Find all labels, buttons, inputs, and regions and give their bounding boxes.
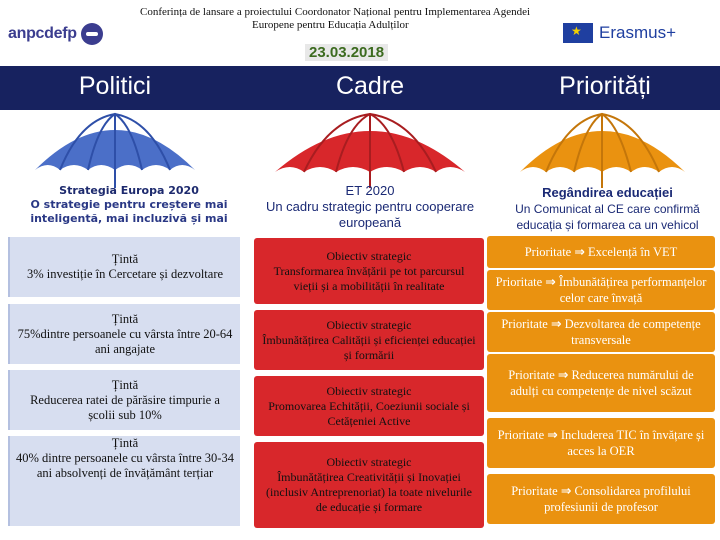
- objective-text: Îmbunătățirea Calității și eficienței educației și formării: [262, 332, 476, 362]
- priority-box: [487, 312, 715, 352]
- arrow-right-icon: ⇒: [545, 274, 556, 289]
- objective-label: Obiectiv strategic: [326, 317, 412, 332]
- conference-line: Conferința de lansare a proiectului Coordonator Național pentru Implementarea Agendei: [140, 6, 531, 18]
- priority-box: [487, 418, 715, 468]
- strategy-title: Strategia Europa 2020: [59, 184, 199, 197]
- strategy-subtitle: O strategie pentru creștere mai inteligentă, mai incluzivă și mai: [30, 198, 228, 225]
- et2020-title: ET 2020: [345, 183, 395, 198]
- anpcdefp-logo: [8, 18, 138, 50]
- arrow-right-icon: ⇒: [574, 244, 585, 259]
- et2020-heading: [250, 183, 490, 231]
- priority-text: Includerea TIC în învățare și acces la OER: [560, 428, 705, 458]
- objective-label: Obiectiv strategic: [326, 455, 412, 469]
- target-box: [8, 370, 240, 430]
- arrow-right-icon: ⇒: [550, 316, 562, 331]
- priority-text: Reducerea numărului de adulți cu competențe de nivel scăzut: [510, 368, 694, 398]
- priority-label: Prioritate: [508, 368, 555, 382]
- priority-label: Prioritate: [511, 484, 558, 498]
- target-text: 75%dintre persoanele cu vârsta între 20-64 ani angajate: [17, 326, 233, 356]
- umbrella-orange-icon: [515, 110, 690, 190]
- priority-box: [487, 474, 715, 524]
- priority-box: [487, 236, 715, 268]
- target-label: Țintă: [111, 436, 139, 450]
- column-title-bar: [0, 66, 720, 110]
- objective-box: [254, 310, 484, 370]
- priority-text: Consolidarea profilului profesiunii de profesor: [544, 484, 691, 514]
- et2020-subtitle: Un cadru strategic pentru cooperare europeană: [265, 199, 475, 230]
- objective-box: [254, 238, 484, 304]
- objective-box: [254, 376, 484, 436]
- objective-label: Obiectiv strategic: [326, 383, 412, 398]
- priority-label: Prioritate: [501, 317, 548, 331]
- title-cadre: Cadre: [335, 72, 405, 100]
- umbrella-red-icon: [270, 110, 470, 190]
- eu-flag-icon: [563, 23, 593, 43]
- arrow-circle-icon: [81, 23, 103, 45]
- target-box: [8, 304, 240, 364]
- arrow-right-icon: ⇒: [560, 483, 572, 498]
- priority-text: Excelență în VET: [587, 245, 678, 259]
- priority-box: [487, 270, 715, 310]
- objective-text: Promovarea Echității, Coeziunii sociale și Cetățeniei Active: [268, 398, 470, 428]
- priority-label: Prioritate: [524, 245, 572, 259]
- priority-box: [487, 354, 715, 412]
- priority-label: Prioritate: [495, 275, 543, 289]
- objective-text: Transformarea învățării pe tot parcursul vieții și a mobilității în realitate: [273, 263, 465, 293]
- target-label: Țintă: [111, 252, 139, 266]
- rethinking-heading: [495, 185, 720, 233]
- objective-box: [254, 442, 484, 528]
- erasmus-logo-text: Erasmus+: [599, 23, 676, 42]
- rethinking-subtitle: Un Comunicat al CE care confirmă educația și formarea ca un vehicol: [515, 202, 700, 232]
- title-prioritati: Priorități: [559, 72, 651, 100]
- priority-label: Prioritate: [497, 428, 545, 442]
- arrow-right-icon: ⇒: [547, 427, 558, 442]
- objective-text: Îmbunătățirea Creativității și Inovației (inclusiv Antreprenoriat) la toate nivelurile de educație și formare: [266, 470, 472, 514]
- title-politici: Politici: [78, 72, 152, 100]
- target-box: [8, 436, 240, 526]
- conference-date: 23.03.2018: [305, 44, 388, 61]
- arrow-right-icon: ⇒: [557, 367, 569, 382]
- target-text: 40% dintre persoanele cu vârsta între 30-34 ani absolvenți de învățământ terțiar: [16, 451, 234, 480]
- target-text: Reducerea ratei de părăsire timpurie a școlii sub 10%: [30, 392, 220, 422]
- target-text: 3% investiție în Cercetare și dezvoltare: [26, 267, 224, 281]
- anpcdefp-logo-text: anpcdefp: [8, 25, 77, 42]
- erasmus-logo: [563, 22, 715, 44]
- header: [0, 0, 720, 66]
- conference-line: Europene pentru Educația Adulților: [252, 19, 409, 31]
- target-box: [8, 237, 240, 297]
- target-label: Țintă: [111, 311, 139, 326]
- umbrella-blue-icon: [30, 110, 200, 190]
- objective-label: Obiectiv strategic: [326, 248, 412, 263]
- priority-text: Dezvoltarea de competențe transversale: [564, 317, 701, 347]
- conference-title: [140, 6, 560, 32]
- target-label: Țintă: [111, 377, 139, 392]
- priority-text: Îmbunătățirea performanțelor celor care învață: [558, 275, 707, 305]
- rethinking-title: Regândirea educației: [542, 185, 673, 200]
- strategy-heading: [18, 184, 240, 226]
